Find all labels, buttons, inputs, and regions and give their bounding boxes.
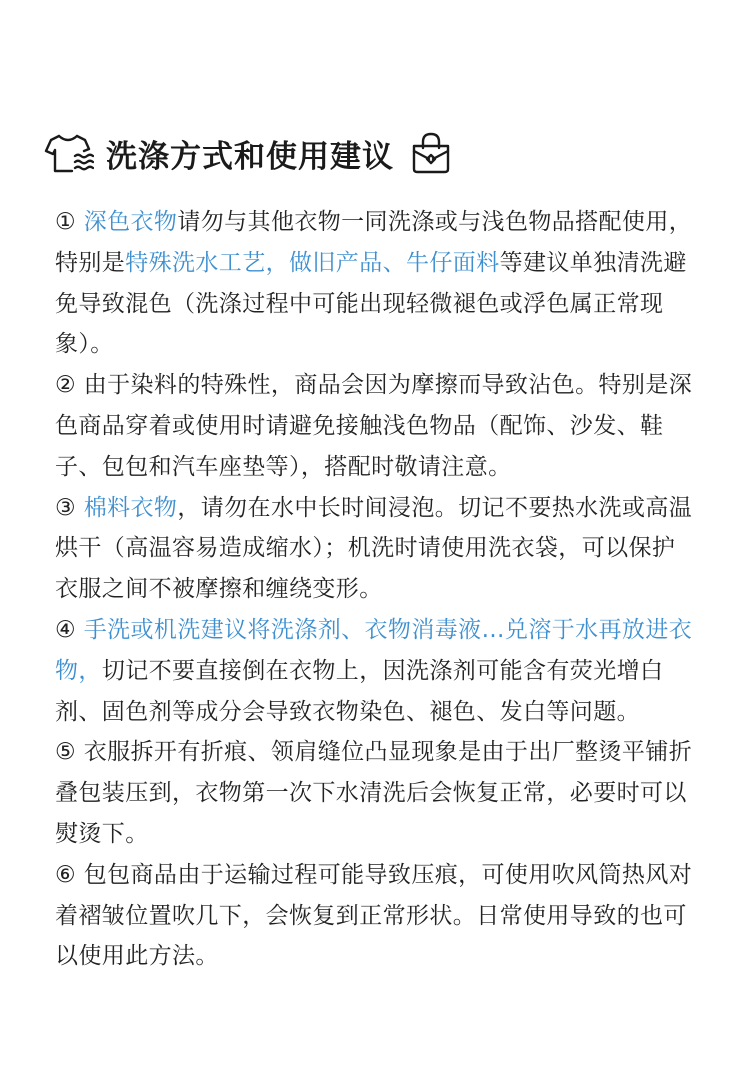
highlighted-text: 手洗或机洗建议将洗涤剂、衣物消毒液…兑溶于水再放进衣物， bbox=[55, 616, 693, 684]
body-text: 请勿与其他衣物一同洗涤或与浅色物品搭配使用，特别是 bbox=[55, 209, 693, 276]
body-text: ⑥ 包包商品由于运输过程可能导致压痕，可使用吹风筒热风对着褶皱位置吹几下，会恢复到正常形状。日常使用导致的也可以使用此方法。 bbox=[55, 861, 693, 970]
body-text: 切记不要直接倒在衣物上，因洗涤剂可能含有荧光增白剂、固色剂等成分会导致衣物染色、褪色、发白等问题。 bbox=[55, 657, 664, 725]
body-text: ，请勿在水中长时间浸泡。切记不要热水洗或高温烘干（高温容易造成缩水）；机洗时请使用洗衣袋，可以保护衣服之间不被摩擦和缠绕变形。 bbox=[55, 494, 693, 603]
body-text: ④ bbox=[55, 616, 84, 643]
instruction-paragraph-5 bbox=[55, 732, 695, 854]
page-title: 洗涤方式和使用建议 bbox=[106, 138, 394, 175]
body-text: 等建议单独清洗避免导致混色（洗涤过程中可能出现轻微褪色或浮色属正常现象）。 bbox=[55, 249, 687, 358]
highlighted-text: 特殊洗水工艺，做旧产品、牛仔面料 bbox=[125, 249, 500, 276]
body-text: ② 由于染料的特殊性，商品会因为摩擦而导致沾色。特别是深色商品穿着或使用时请避免接触浅色物品（配饰、沙发、鞋子、包包和汽车座垫等），搭配时敬请注意。 bbox=[55, 372, 693, 480]
highlighted-text: 深色衣物 bbox=[83, 209, 178, 235]
instruction-paragraph-3 bbox=[55, 488, 695, 610]
body-text: ③ bbox=[55, 494, 84, 521]
section-heading bbox=[44, 128, 452, 178]
tshirt-wash-icon bbox=[44, 131, 94, 175]
handbag-icon bbox=[410, 131, 452, 175]
instruction-paragraph-4 bbox=[55, 610, 695, 732]
instruction-paragraph-1 bbox=[55, 202, 695, 365]
instruction-paragraph-6 bbox=[55, 855, 695, 977]
body-text: ⑤ 衣服拆开有折痕、领肩缝位凸显现象是由于出厂整烫平铺折叠包装压到，衣物第一次下水清洗后会恢复正常，必要时可以熨烫下。 bbox=[55, 739, 693, 847]
highlighted-text: 棉料衣物 bbox=[83, 494, 178, 521]
body-text: ① bbox=[55, 209, 84, 235]
care-instructions bbox=[55, 202, 695, 977]
instruction-paragraph-2 bbox=[55, 365, 695, 487]
